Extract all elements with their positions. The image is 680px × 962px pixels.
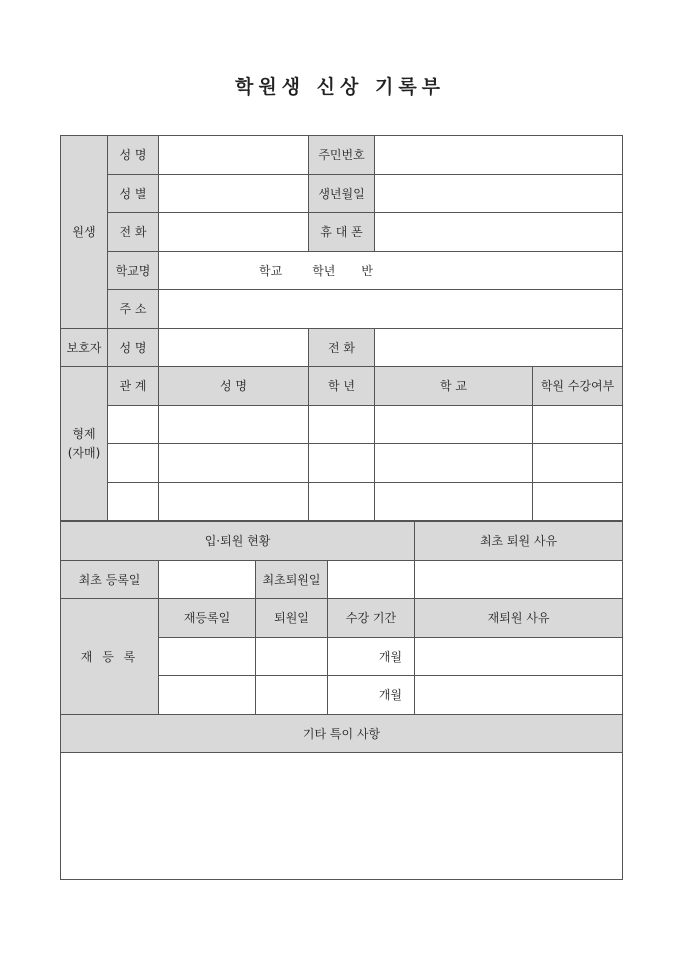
enrollment-status-header: 입·퇴원 현황 bbox=[61, 522, 415, 561]
siblings-section-label: 형제 (자매) bbox=[61, 367, 108, 521]
sibling-school-field[interactable] bbox=[375, 405, 533, 444]
re-withdrawal-reason-field[interactable] bbox=[415, 637, 623, 676]
school-name-field[interactable] bbox=[159, 251, 623, 290]
sibling-relation-field[interactable] bbox=[108, 405, 159, 444]
student-name-field[interactable] bbox=[159, 136, 309, 175]
sibling-school-header: 학 교 bbox=[375, 367, 533, 406]
re-register-date-field[interactable] bbox=[159, 676, 256, 715]
withdrawal-date-field[interactable] bbox=[256, 637, 328, 676]
re-withdrawal-reason-field[interactable] bbox=[415, 676, 623, 715]
guardian-phone-field[interactable] bbox=[375, 328, 623, 367]
first-registered-field[interactable] bbox=[159, 560, 256, 599]
sibling-row bbox=[61, 482, 623, 521]
sibling-name-field[interactable] bbox=[159, 482, 309, 521]
re-register-date-field[interactable] bbox=[159, 637, 256, 676]
sibling-name-header: 성 명 bbox=[159, 367, 309, 406]
sibling-grade-field[interactable] bbox=[309, 444, 375, 483]
sibling-grade-field[interactable] bbox=[309, 482, 375, 521]
grade-text: 학년 bbox=[312, 263, 336, 278]
mobile-field[interactable] bbox=[375, 213, 623, 252]
sibling-row bbox=[61, 405, 623, 444]
re-register-section-label: 재 등 록 bbox=[61, 599, 159, 715]
gender-label: 성 별 bbox=[108, 174, 159, 213]
first-withdrawn-label: 최초퇴원일 bbox=[256, 560, 328, 599]
sibling-relation-header: 관 계 bbox=[108, 367, 159, 406]
sibling-name-field[interactable] bbox=[159, 405, 309, 444]
school-text: 학교 bbox=[259, 263, 283, 278]
student-name-label: 성 명 bbox=[108, 136, 159, 175]
sibling-school-field[interactable] bbox=[375, 444, 533, 483]
id-number-label: 주민번호 bbox=[309, 136, 375, 175]
sibling-row bbox=[61, 444, 623, 483]
notes-header: 기타 특이 사항 bbox=[61, 714, 623, 753]
period-field[interactable]: 개월 bbox=[328, 676, 415, 715]
first-withdrawn-field[interactable] bbox=[328, 560, 415, 599]
withdrawal-date-field[interactable] bbox=[256, 676, 328, 715]
mobile-label: 휴 대 폰 bbox=[309, 213, 375, 252]
guardian-phone-label: 전 화 bbox=[309, 328, 375, 367]
student-section-label: 원생 bbox=[61, 136, 108, 329]
sibling-attending-field[interactable] bbox=[533, 444, 623, 483]
phone-field[interactable] bbox=[159, 213, 309, 252]
form-title: 학원생 신상 기록부 bbox=[234, 76, 446, 98]
address-label: 주 소 bbox=[108, 290, 159, 329]
sibling-school-field[interactable] bbox=[375, 482, 533, 521]
withdrawal-date-header: 퇴원일 bbox=[256, 599, 328, 638]
sibling-relation-field[interactable] bbox=[108, 444, 159, 483]
birth-date-label: 생년월일 bbox=[309, 174, 375, 213]
id-number-field[interactable] bbox=[375, 136, 623, 175]
sibling-relation-field[interactable] bbox=[108, 482, 159, 521]
guardian-name-field[interactable] bbox=[159, 328, 309, 367]
sibling-grade-field[interactable] bbox=[309, 405, 375, 444]
sibling-attending-field[interactable] bbox=[533, 482, 623, 521]
sibling-name-field[interactable] bbox=[159, 444, 309, 483]
first-withdrawal-reason-header: 최초 퇴원 사유 bbox=[415, 522, 623, 561]
guardian-section-label: 보호자 bbox=[61, 328, 108, 367]
class-text: 반 bbox=[361, 263, 373, 278]
period-header: 수강 기간 bbox=[328, 599, 415, 638]
personal-info-table bbox=[60, 135, 623, 521]
first-withdrawal-reason-field[interactable] bbox=[415, 560, 623, 599]
sibling-attending-field[interactable] bbox=[533, 405, 623, 444]
phone-label: 전 화 bbox=[108, 213, 159, 252]
sibling-grade-header: 학 년 bbox=[309, 367, 375, 406]
notes-field[interactable] bbox=[61, 753, 623, 880]
sibling-attending-header: 학원 수강여부 bbox=[533, 367, 623, 406]
address-field[interactable] bbox=[159, 290, 623, 329]
first-registered-label: 최초 등록일 bbox=[61, 560, 159, 599]
gender-field[interactable] bbox=[159, 174, 309, 213]
period-field[interactable]: 개월 bbox=[328, 637, 415, 676]
guardian-name-label: 성 명 bbox=[108, 328, 159, 367]
re-register-date-header: 재등록일 bbox=[159, 599, 256, 638]
birth-date-field[interactable] bbox=[375, 174, 623, 213]
enrollment-table bbox=[60, 521, 623, 880]
school-name-label: 학교명 bbox=[108, 251, 159, 290]
re-withdrawal-reason-header: 재퇴원 사유 bbox=[415, 599, 623, 638]
